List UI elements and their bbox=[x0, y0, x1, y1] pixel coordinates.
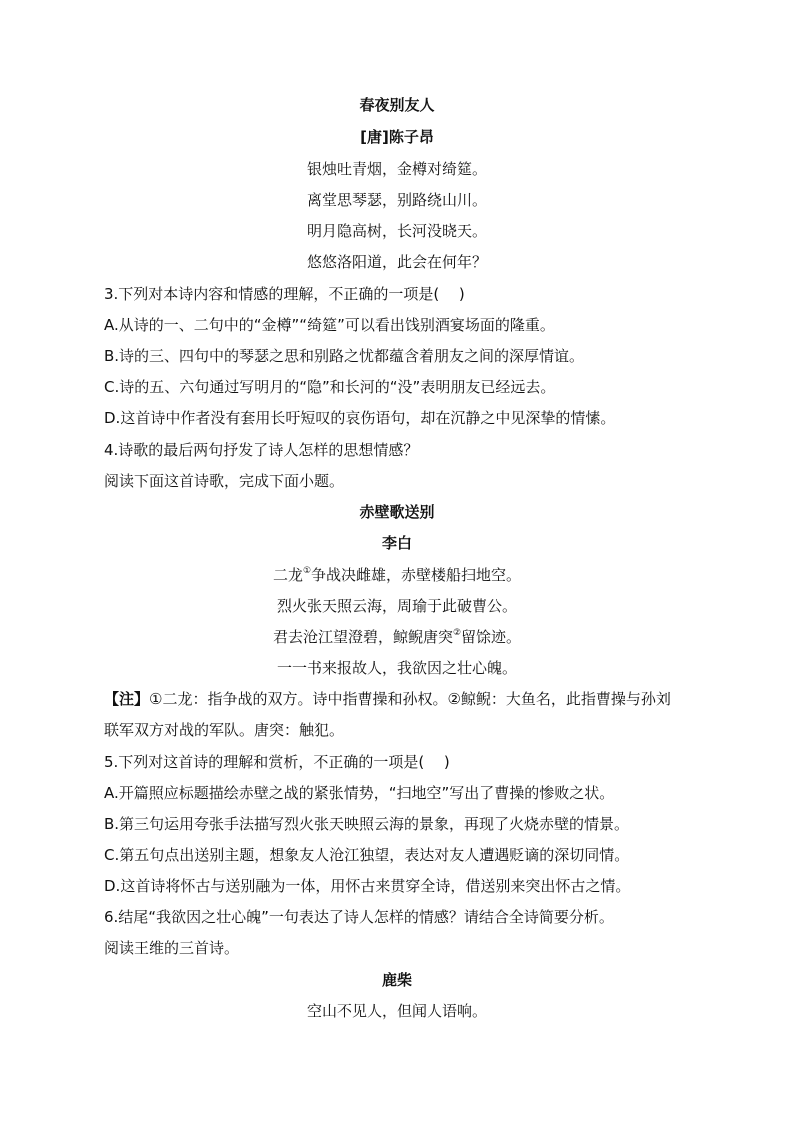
question-6-stem: 6.结尾“我欲因之壮心魄”一句表达了诗人怎样的情感？请结合全诗简要分析。 bbox=[104, 908, 614, 926]
question-5-stem: 5.下列对这首诗的理解和赏析，不正确的一项是( ) bbox=[104, 753, 450, 771]
question-3-option-d: D.这首诗中作者没有套用长吁短叹的哀伤语句，却在沉静之中见深挚的情愫。 bbox=[104, 409, 616, 427]
question-3-option-a: A.从诗的一、二句中的“金樽”“绮筵”可以看出饯别酒宴场面的隆重。 bbox=[104, 316, 555, 334]
question-3-stem: 3.下列对本诗内容和情感的理解，不正确的一项是( ) bbox=[104, 285, 465, 303]
question-5-option-a: A.开篇照应标题描绘赤壁之战的紧张情势，“扫地空”写出了曹操的惨败之状。 bbox=[104, 784, 615, 802]
annotation-text-continued: 联军双方对战的军队。唐突：触犯。 bbox=[104, 721, 345, 739]
poem2-line: 一一书来报故人，我欲因之壮心魄。 bbox=[276, 659, 517, 677]
question-5-option-d: D.这首诗将怀古与送别融为一体，用怀古来贯穿全诗，借送别来突出怀古之情。 bbox=[104, 877, 631, 895]
poem1-line: 悠悠洛阳道，此会在何年？ bbox=[306, 253, 487, 271]
poem2-line-text: 留馀迹。 bbox=[461, 628, 522, 646]
poem3-line: 空山不见人，但闻人语响。 bbox=[306, 1002, 487, 1020]
annotation-note bbox=[104, 690, 671, 708]
poem1-title: 春夜别友人 bbox=[359, 96, 435, 114]
poem2-line-text: 二龙 bbox=[272, 566, 303, 584]
poem2-author: 李白 bbox=[381, 534, 412, 552]
poem2-line bbox=[0, 628, 794, 646]
footnote-ref: ① bbox=[302, 566, 312, 576]
question-4-stem: 4.诗歌的最后两句抒发了诗人怎样的思想情感？ bbox=[104, 441, 419, 459]
footnote-ref: ② bbox=[452, 628, 462, 638]
instruction-read-wangwei: 阅读王维的三首诗。 bbox=[104, 939, 240, 957]
annotation-tag: 【注】 bbox=[104, 690, 150, 708]
poem1-line: 明月隐高树，长河没晓天。 bbox=[306, 222, 487, 240]
poem1-line: 银烛吐青烟，金樽对绮筵。 bbox=[306, 160, 487, 178]
poem2-line-text: 争战决雌雄，赤壁楼船扫地空。 bbox=[311, 566, 522, 584]
poem2-title: 赤壁歌送别 bbox=[359, 503, 435, 521]
question-3-option-c: C.诗的五、六句通过写明月的“隐”和长河的“没”表明朋友已经远去。 bbox=[104, 378, 556, 396]
poem1-line: 离堂思琴瑟，别路绕山川。 bbox=[306, 191, 487, 209]
instruction-read-poem: 阅读下面这首诗歌，完成下面小题。 bbox=[104, 472, 345, 490]
poem1-author: [唐]陈子昂 bbox=[360, 128, 434, 146]
question-5-option-c: C.第五句点出送别主题，想象友人沧江独望，表达对友人遭遇贬谪的深切同情。 bbox=[104, 846, 630, 864]
annotation-text: ①二龙：指争战的双方。诗中指曹操和孙权。②鲸鲵：大鱼名，此指曹操与孙刘 bbox=[149, 690, 671, 708]
poem3-title: 鹿柴 bbox=[381, 971, 412, 989]
poem2-line bbox=[0, 566, 794, 584]
poem2-line-text: 君去沧江望澄碧，鲸鲵唐突 bbox=[272, 628, 453, 646]
poem2-line: 烈火张天照云海，周瑜于此破曹公。 bbox=[276, 597, 517, 615]
question-3-option-b: B.诗的三、四句中的琴瑟之思和别路之忧都蕴含着朋友之间的深厚情谊。 bbox=[104, 347, 585, 365]
question-5-option-b: B.第三句运用夸张手法描写烈火张天映照云海的景象，再现了火烧赤壁的情景。 bbox=[104, 815, 630, 833]
